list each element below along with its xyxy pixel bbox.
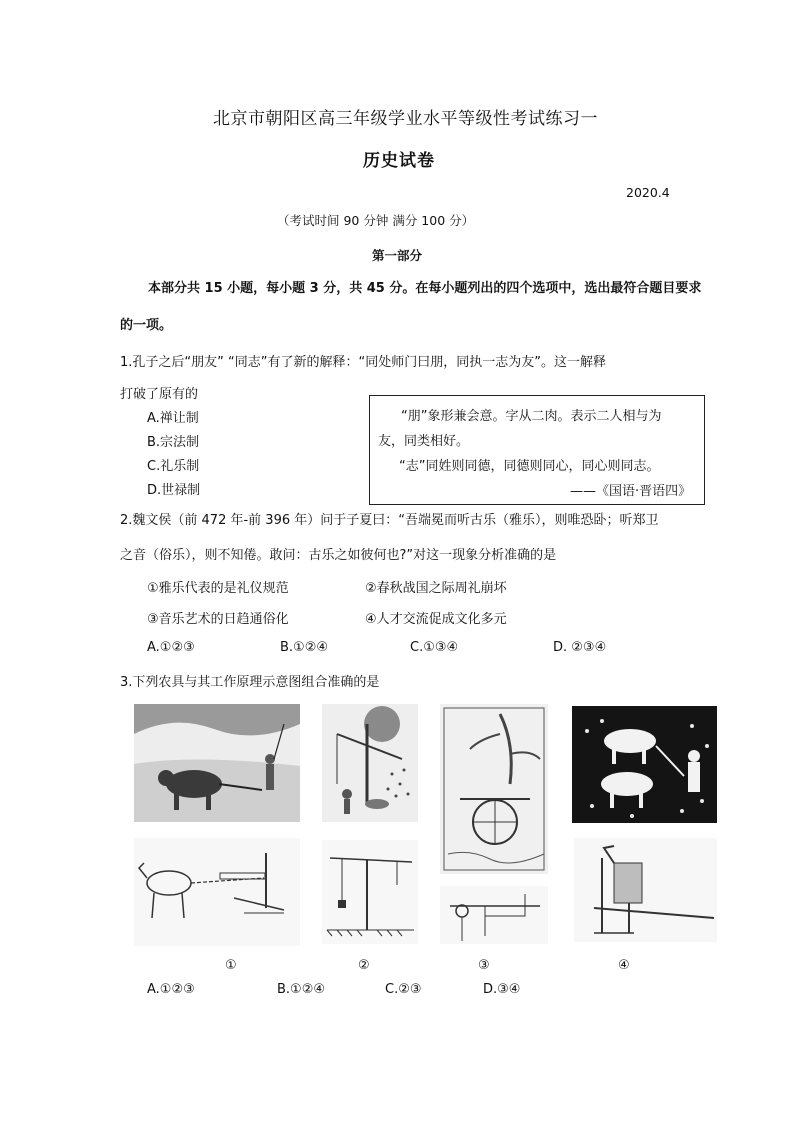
q2-stem-line-1: 2.魏文侯（前 472 年-前 396 年）问于子夏曰：“吾端冕而听古乐（雅乐），则唯恐卧；听郑卫 [120, 513, 659, 528]
q2-option-d[interactable]: D. ②③④ [553, 640, 607, 655]
q3-caption-3: ③ [478, 958, 490, 973]
plough-ox-illustration [134, 704, 300, 822]
q1-option-d[interactable]: D.世禄制 [147, 483, 201, 498]
q2-stem-line-2: 之音（俗乐），则不知倦。敢问：古乐之如彼何也?”对这一现象分析准确的是 [120, 548, 557, 563]
q3-caption-4: ④ [618, 958, 630, 973]
document-title: 北京市朝阳区高三年级学业水平等级性考试练习一 [213, 109, 598, 129]
q3-option-d[interactable]: D.③④ [483, 982, 521, 997]
q3-option-c[interactable]: C.②③ [385, 982, 422, 997]
exam-info: （考试时间 90 分钟 满分 100 分） [277, 213, 475, 228]
q3-option-a[interactable]: A.①②③ [147, 982, 195, 997]
q3-caption-2: ② [358, 958, 370, 973]
q1-option-a[interactable]: A.禅让制 [147, 411, 199, 426]
q3-option-b[interactable]: B.①②④ [277, 982, 326, 997]
q1-quote-line-3: “志”同姓则同德，同德则同心，同心则同志。 [399, 459, 660, 474]
q2-statement-1: ①雅乐代表的是礼仪规范 [147, 581, 289, 596]
q1-quote-source: ——《国语·晋语四》 [570, 484, 692, 499]
q1-stem-line-2: 打破了原有的 [120, 387, 199, 402]
q2-statement-3: ③音乐艺术的日趋通俗化 [147, 612, 289, 627]
instruction-line-2: 的一项。 [120, 318, 173, 333]
part-heading: 第一部分 [372, 248, 423, 263]
q2-statement-4: ④人才交流促成文化多元 [365, 612, 507, 627]
q1-quote-line-2: 友，同类相好。 [378, 434, 470, 449]
q1-quote-line-1: “朋”象形兼会意。字从二肉。表示二人相与为 [401, 409, 662, 424]
exam-date: 2020.4 [626, 185, 670, 200]
q1-stem-line-1: 1.孔子之后“朋友” “同志”有了新的解释：“同处师门曰朋，同执一志为友”。这一解释 [120, 355, 606, 370]
q2-statement-2: ②春秋战国之际周礼崩坏 [365, 581, 507, 596]
q2-option-c[interactable]: C.①③④ [410, 640, 459, 655]
q3-caption-1: ① [225, 958, 237, 973]
q1-option-b[interactable]: B.宗法制 [147, 435, 200, 450]
plough-principle-diagram [134, 838, 300, 946]
q1-option-c[interactable]: C.礼乐制 [147, 459, 200, 474]
well-sweep-illustration [322, 704, 418, 822]
seed-drill-principle-diagram [574, 838, 717, 942]
q2-option-a[interactable]: A.①②③ [147, 640, 195, 655]
water-wheel-illustration [440, 704, 548, 874]
well-sweep-principle-diagram [322, 840, 418, 944]
instruction-line-1: 本部分共 15 小题，每小题 3 分，共 45 分。在每小题列出的四个选项中，选出最符合题目要求 [148, 281, 702, 296]
water-wheel-principle-diagram [440, 886, 548, 944]
q2-option-b[interactable]: B.①②④ [280, 640, 329, 655]
q3-stem: 3.下列农具与其工作原理示意图组合准确的是 [120, 675, 380, 690]
ox-drill-illustration [572, 706, 717, 823]
paper-subtitle: 历史试卷 [363, 151, 435, 171]
